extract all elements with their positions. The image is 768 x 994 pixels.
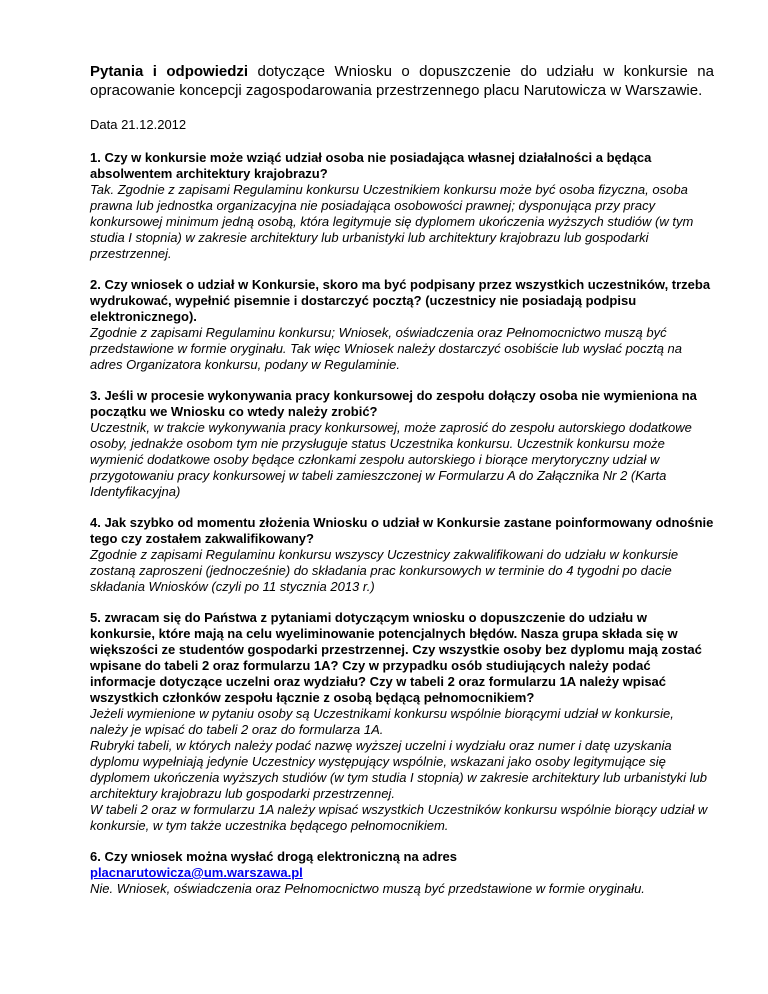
document-date: Data 21.12.2012 <box>90 117 187 132</box>
answer-4-paragraph: Zgodnie z zapisami Regulaminu konkursu wszyscy Uczestnicy zakwalifikowani do udziału w konkursie zostaną zaproszeni (jednocześnie) do składania prac konkursowych w terminie do 4 tygodni po dacie składania Wniosków (czyli po 11 stycznia 2013 r.) <box>90 547 679 594</box>
question-6-text: 6. Czy wniosek można wysłać drogą elektroniczną na adres <box>90 849 458 864</box>
answer-3 <box>90 420 714 500</box>
question-2: 2. Czy wniosek o udział w Konkursie, skoro ma być podpisany przez wszystkich uczestników, trzeba wydrukować, wypełnić pisemnie i dostarczyć pocztą? (uczestnicy nie posiadają podpisu elektronicznego). <box>90 277 711 324</box>
qa-item-5 <box>90 610 714 834</box>
title-bold: Pytania i odpowiedzi <box>90 63 249 80</box>
answer-5-paragraph-3: W tabeli 2 oraz w formularzu 1A należy wpisać wszystkich Uczestników konkursu wspólnie biorący udział w konkursie, w tym także uczestnika będącego pełnomocnikiem. <box>90 802 708 833</box>
title-rest: dotyczące Wniosku o dopuszczenie do udziału w konkursie na opracowanie koncepcji zagospodarowania przestrzennego placu Narutowicza w Warszawie. <box>90 63 714 99</box>
qa-item-1 <box>90 150 714 262</box>
qa-item-3 <box>90 388 714 500</box>
answer-2 <box>90 325 714 373</box>
answer-1-paragraph: Tak. Zgodnie z zapisami Regulaminu konkursu Uczestnikiem konkursu może być osoba fizyczna, osoba prawna lub jednostka organizacyjna nie posiadająca osobowości prawnej; dysponująca przy pracy konkursowej minimum jedną osobą, która legitymuje się dyplomem ukończenia wyższych studiów (w tym studia I stopnia) w zakresie architektury lub urbanistyki lub architektury krajobrazu lub gospodarki przestrzennej. <box>90 182 694 261</box>
question-5: 5. zwracam się do Państwa z pytaniami dotyczącym wniosku o dopuszczenie do udziału w konkursie, które mają na celu wyeliminowanie potencjalnych błędów. Nasza grupa składa się w większości ze studentów gospodarki przestrzennej. Czy wszystkie osoby bez dyplomu mają zostać wpisane do tabeli 2 oraz formularzu 1A? Czy w przypadku osób studiujących należy podać informacje dotyczące uczelni oraz wydziału? Czy w tabeli 2 oraz formularzu 1A należy wpisać wszystkich członków zespołu łącznie z osobą będącą pełnomocnikiem? <box>90 610 702 705</box>
qa-item-6 <box>90 849 714 897</box>
answer-4 <box>90 547 714 595</box>
question-3: 3. Jeśli w procesie wykonywania pracy konkursowej do zespołu dołączy osoba nie wymieniona na początku we Wniosku co wtedy należy zrobić? <box>90 388 697 419</box>
qa-item-2 <box>90 277 714 373</box>
answer-2-paragraph: Zgodnie z zapisami Regulaminu konkursu; Wniosek, oświadczenia oraz Pełnomocnictwo muszą być przedstawione w formie oryginału. Tak więc Wniosek należy dostarczyć osobiście lub wysłać pocztą na adres Organizatora konkursu, podany w Regulaminie. <box>90 325 683 372</box>
answer-5 <box>90 706 714 834</box>
answer-1 <box>90 182 714 262</box>
email-link[interactable]: placnarutowicza@um.warszawa.pl <box>90 865 303 880</box>
document-title <box>90 62 714 100</box>
question-6 <box>90 849 714 881</box>
answer-3-paragraph: Uczestnik, w trakcie wykonywania pracy konkursowej, może zaprosić do zespołu autorskiego dodatkowe osoby, jednakże osobom tym nie przysługuje status Uczestnika konkursu. Uczestnik konkursu może wymienić dodatkowe osoby będące członkami zespołu autorskiego i biorące merytoryczny udział w przygotowaniu pracy konkursowej w tabeli zamieszczonej w Formularzu A do Załącznika Nr 2 (Karta Identyfikacyjna) <box>90 420 692 499</box>
answer-5-paragraph-2: Rubryki tabeli, w których należy podać nazwę wyższej uczelni i wydziału oraz numer i datę uzyskania dyplomu wypełniają jedynie Uczestnicy występujący wspólnie, wskazani jako osoby legitymujące się dyplomem ukończenia wyższych studiów (w tym studia I stopnia) w zakresie architektury lub urbanistyki lub architektury krajobrazu lub gospodarki przestrzennej. <box>90 738 708 801</box>
answer-6-paragraph: Nie. Wniosek, oświadczenia oraz Pełnomocnictwo muszą być przedstawione w formie oryginału. <box>90 881 645 896</box>
answer-6 <box>90 881 714 897</box>
qa-item-4 <box>90 515 714 595</box>
answer-5-paragraph-1: Jeżeli wymienione w pytaniu osoby są Uczestnikami konkursu wspólnie biorącymi udział w konkursie, należy je wpisać do tabeli 2 oraz do formularza 1A. <box>90 706 674 737</box>
question-4: 4. Jak szybko od momentu złożenia Wniosku o udział w Konkursie zastane poinformowany odnośnie tego czy zostałem zakwalifikowany? <box>90 515 714 546</box>
question-1: 1. Czy w konkursie może wziąć udział osoba nie posiadająca własnej działalności a będąca absolwentem architektury krajobrazu? <box>90 150 652 181</box>
